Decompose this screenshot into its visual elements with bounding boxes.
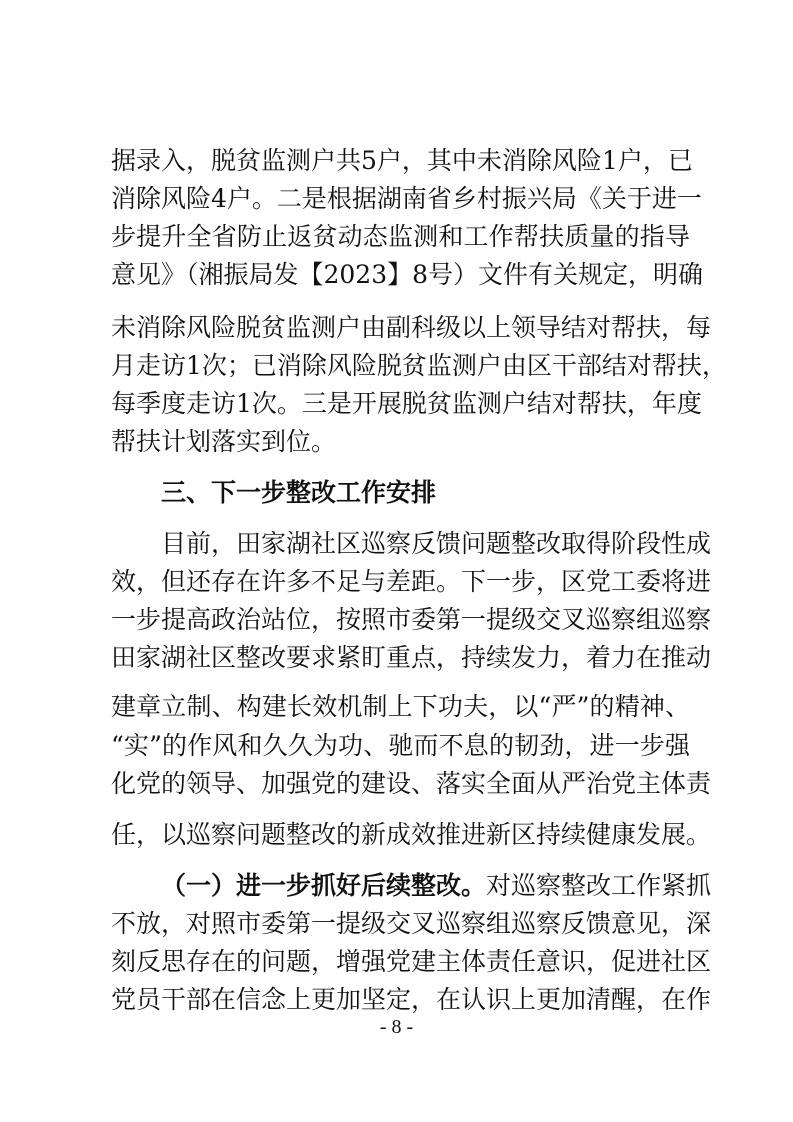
paragraph-line: 刻反思存在的问题，增强党建主体责任意识，促进社区 (111, 947, 712, 976)
paragraph-line: 不放，对照市委第一提级交叉巡察组巡察反馈意见，深 (111, 909, 712, 938)
paragraph-line: 意见》（湘振局发【2023】8号）文件有关规定，明确 (111, 260, 704, 289)
section-heading: 三、下一步整改工作安排 (161, 478, 437, 507)
paragraph-line: 步提升全省防止返贫动态监测和工作帮扶质量的指导 (111, 222, 690, 251)
paragraph-line: 一步提高政治站位，按照市委第一提级交叉巡察组巡察 (111, 605, 712, 634)
paragraph-line: 每季度走访1次。三是开展脱贫监测户结对帮扶，年度 (111, 389, 702, 418)
paragraph-line: 建章立制、构建长效机制上下功夫，以“严”的精神、 (111, 692, 690, 721)
paragraph-line: 据录入，脱贫监测户共5户，其中未消除风险1户，已 (111, 146, 693, 175)
paragraph-line (161, 871, 712, 900)
paragraph-line-rest: 对巡察整改工作紧抓 (486, 871, 712, 900)
paragraph-line: 效，但还存在许多不足与差距。下一步，区党工委将进 (111, 567, 712, 596)
paragraph-line: 消除风险4户。二是根据湖南省乡村振兴局《关于进一 (111, 184, 702, 213)
paragraph-line: 帮扶计划落实到位。 (111, 427, 337, 456)
paragraph-line: 田家湖社区整改要求紧盯重点，持续发力，着力在推动 (111, 643, 712, 672)
paragraph-line: 任，以巡察问题整改的新成效推进新区持续健康发展。 (111, 820, 712, 849)
paragraph-line: 化党的领导、加强党的建设、落实全面从严治党主体责 (111, 769, 712, 798)
paragraph-bold-lead: （一）进一步抓好后续整改。 (161, 871, 487, 900)
paragraph-line: 目前，田家湖社区巡察反馈问题整改取得阶段性成 (161, 529, 712, 558)
paragraph-line: 未消除风险脱贫监测户由副科级以上领导结对帮扶，每 (111, 313, 712, 342)
paragraph-line: 月走访1次；已消除风险脱贫监测户由区干部结对帮扶， (111, 351, 727, 380)
paragraph-line: 党员干部在信念上更加坚定，在认识上更加清醒，在作 (111, 985, 712, 1014)
paragraph-line: “实”的作风和久久为功、驰而不息的韧劲，进一步强 (111, 731, 690, 760)
page-number: - 8 - (379, 1016, 414, 1038)
